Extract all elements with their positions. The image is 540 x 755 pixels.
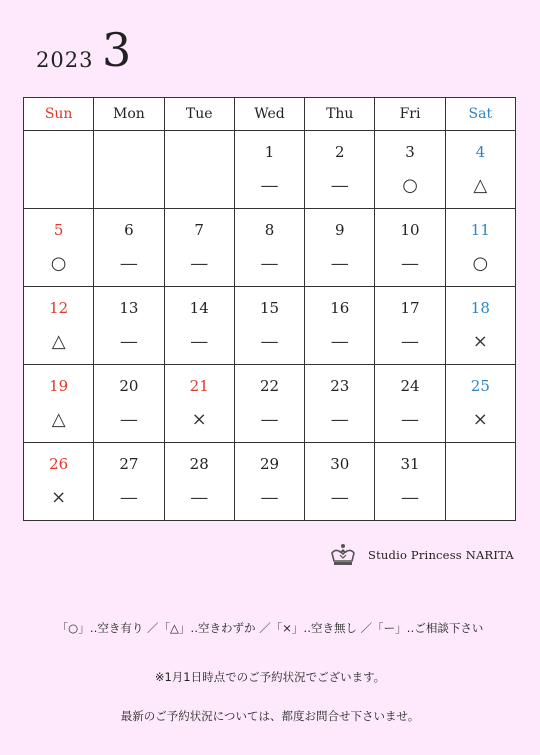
weekday-thu: Thu xyxy=(305,98,375,131)
availability-mark: ○ xyxy=(472,253,489,274)
day-number: 2 xyxy=(334,143,345,161)
brand-logo xyxy=(330,541,514,569)
calendar-day-cell xyxy=(24,209,94,287)
availability-mark: — xyxy=(401,253,420,274)
day-number xyxy=(165,143,234,163)
calendar-week-row xyxy=(24,209,516,287)
calendar-day-cell xyxy=(305,287,375,365)
calendar-day-cell xyxy=(305,443,375,521)
contact-note: 最新のご予約状況については、都度お問合せ下さいませ。 xyxy=(120,709,420,723)
calendar-day-cell xyxy=(94,287,164,365)
availability-mark: — xyxy=(401,409,420,430)
calendar-day-cell xyxy=(24,287,94,365)
day-number: 25 xyxy=(470,377,490,395)
calendar-day-cell xyxy=(164,365,234,443)
day-number: 27 xyxy=(119,455,139,473)
day-number: 17 xyxy=(400,299,420,317)
weekday-mon: Mon xyxy=(94,98,164,131)
availability-mark: × xyxy=(191,409,207,430)
day-number: 8 xyxy=(264,221,275,239)
weekday-sat: Sat xyxy=(445,98,515,131)
weekday-wed: Wed xyxy=(234,98,304,131)
availability-mark: — xyxy=(119,253,138,274)
day-number: 11 xyxy=(470,221,490,239)
availability-mark: △ xyxy=(51,331,66,352)
calendar-day-cell xyxy=(94,209,164,287)
calendar-day-cell xyxy=(375,131,445,209)
availability-mark: — xyxy=(119,409,138,430)
day-number: 6 xyxy=(124,221,134,239)
availability-mark: △ xyxy=(473,175,488,196)
weekday-header-row xyxy=(24,98,516,131)
calendar-day-cell xyxy=(234,209,304,287)
year-label: 2023 xyxy=(36,48,94,72)
weekday-tue: Tue xyxy=(164,98,234,131)
availability-mark: × xyxy=(51,487,67,508)
calendar-day-cell xyxy=(164,131,234,209)
calendar-grid xyxy=(23,97,516,521)
calendar-day-cell xyxy=(375,365,445,443)
calendar-day-cell xyxy=(24,443,94,521)
availability-mark: — xyxy=(119,331,138,352)
calendar-day-cell xyxy=(445,287,515,365)
day-number: 26 xyxy=(49,455,69,473)
calendar-day-cell xyxy=(164,209,234,287)
day-number xyxy=(446,455,515,475)
availability-mark: ○ xyxy=(402,175,418,196)
availability-mark: — xyxy=(330,331,349,352)
availability-mark: △ xyxy=(51,409,66,430)
calendar-day-cell xyxy=(94,131,164,209)
calendar-day-cell xyxy=(164,443,234,521)
availability-mark: × xyxy=(472,331,488,352)
calendar-day-cell xyxy=(375,443,445,521)
availability-mark: — xyxy=(330,409,349,430)
calendar-week-row xyxy=(24,443,516,521)
availability-mark: — xyxy=(260,175,279,196)
availability-mark: — xyxy=(260,253,279,274)
day-number: 10 xyxy=(400,221,420,239)
availability-mark: — xyxy=(190,487,209,508)
day-number: 12 xyxy=(49,299,69,317)
day-number: 14 xyxy=(189,299,209,317)
day-number: 16 xyxy=(330,299,350,317)
calendar-day-cell xyxy=(305,209,375,287)
availability-mark: — xyxy=(260,409,279,430)
calendar-day-cell xyxy=(445,131,515,209)
calendar-day-cell xyxy=(305,365,375,443)
day-number: 23 xyxy=(330,377,350,395)
day-number: 20 xyxy=(119,377,139,395)
day-number: 13 xyxy=(119,299,139,317)
calendar-day-cell xyxy=(375,287,445,365)
availability-mark: — xyxy=(330,175,349,196)
calendar-day-cell xyxy=(24,365,94,443)
calendar-week-row xyxy=(24,131,516,209)
day-number: 5 xyxy=(53,221,64,239)
calendar-week-row xyxy=(24,287,516,365)
day-number xyxy=(24,143,93,163)
day-number: 30 xyxy=(330,455,350,473)
day-number: 29 xyxy=(259,455,280,473)
day-number: 9 xyxy=(334,221,345,239)
day-number: 28 xyxy=(189,455,209,473)
calendar-day-cell xyxy=(94,365,164,443)
calendar-day-cell xyxy=(234,287,304,365)
availability-legend: 「○」‥空き有り ／「△」‥空きわずか ／「×」‥空き無し ／「ー」‥ご相談下さい xyxy=(56,621,484,635)
availability-mark: — xyxy=(260,331,279,352)
availability-mark: — xyxy=(330,487,349,508)
weekday-sun: Sun xyxy=(24,98,94,131)
availability-mark: × xyxy=(472,409,488,430)
calendar-day-cell xyxy=(305,131,375,209)
brand-name: Studio Princess NARITA xyxy=(368,548,514,562)
calendar-day-cell xyxy=(94,443,164,521)
weekday-fri: Fri xyxy=(375,98,445,131)
availability-mark: — xyxy=(401,487,420,508)
availability-mark: — xyxy=(119,487,138,508)
day-number: 15 xyxy=(259,299,280,317)
day-number: 22 xyxy=(259,377,280,395)
as-of-note: ※1月1日時点でのご予約状況でございます。 xyxy=(154,670,386,684)
calendar-day-cell xyxy=(234,365,304,443)
availability-mark: — xyxy=(260,487,279,508)
day-number: 21 xyxy=(189,377,209,395)
calendar-day-cell xyxy=(375,209,445,287)
availability-mark: — xyxy=(401,331,420,352)
calendar-day-cell xyxy=(234,131,304,209)
calendar-day-cell xyxy=(445,209,515,287)
day-number xyxy=(94,143,163,163)
availability-mark: — xyxy=(190,331,209,352)
calendar-day-cell xyxy=(164,287,234,365)
day-number: 1 xyxy=(264,143,275,161)
day-number: 24 xyxy=(400,377,420,395)
day-number: 18 xyxy=(470,299,490,317)
availability-mark: ○ xyxy=(50,253,67,274)
calendar-day-cell xyxy=(445,365,515,443)
month-label: 3 xyxy=(102,23,132,77)
calendar-day-cell xyxy=(24,131,94,209)
availability-mark: — xyxy=(330,253,349,274)
availability-mark: — xyxy=(190,253,209,274)
calendar-day-cell xyxy=(445,443,515,521)
day-number: 31 xyxy=(400,455,420,473)
day-number: 19 xyxy=(49,377,69,395)
crown-icon xyxy=(330,543,356,567)
calendar-day-cell xyxy=(234,443,304,521)
day-number: 3 xyxy=(405,143,415,161)
day-number: 4 xyxy=(475,143,486,161)
calendar-week-row xyxy=(24,365,516,443)
day-number: 7 xyxy=(194,221,204,239)
